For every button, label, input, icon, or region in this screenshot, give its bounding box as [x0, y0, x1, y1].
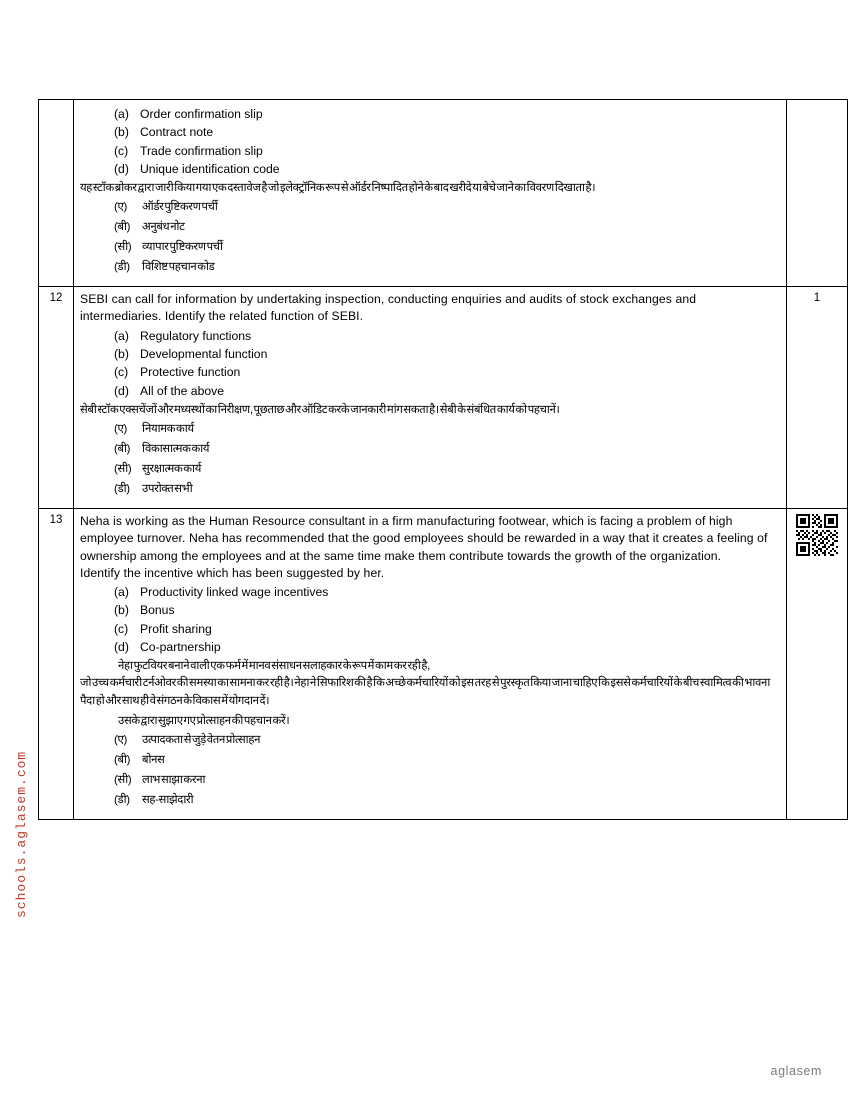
option-text: ऑर्डर पुष्टिकरण पर्ची	[142, 201, 218, 214]
option-text: लाभ साझा करना	[142, 773, 206, 786]
question-number-cell: 12	[39, 287, 74, 509]
option-item	[114, 601, 780, 619]
option-label: (a)	[114, 107, 129, 121]
english-options-list	[80, 105, 780, 178]
option-item	[114, 583, 780, 601]
option-label: (d)	[114, 161, 129, 176]
option-item	[114, 638, 780, 656]
option-label: (डी)	[114, 793, 130, 806]
option-text: सुरक्षात्मक कार्य	[142, 462, 202, 475]
question-body-cell	[74, 100, 787, 287]
marks-cell	[787, 100, 848, 287]
option-item	[114, 460, 780, 480]
hindi-stem: यह स्टॉक ब्रोकर द्वारा जारी किया गया एक दस्तावेज है जो इलेक्ट्रॉनिक रूप से ऑर्डर निष्पादित होने के बाद खरीदे या बेचे जाने का विवरण दिखाता है।	[80, 182, 596, 195]
question-number-cell: 13	[39, 508, 74, 819]
hindi-stem-tertiary: उसके द्वारा सुझाए गए प्रोत्साहन की पहचान करें।	[118, 714, 290, 727]
option-item	[114, 440, 780, 460]
hindi-options-list	[80, 731, 780, 811]
hindi-options-list	[80, 198, 780, 278]
option-item	[114, 238, 780, 258]
option-text: Profit sharing	[140, 621, 212, 636]
option-label: (ए)	[114, 733, 127, 746]
english-stem: SEBI can call for information by undertaking inspection, conducting enquiries and audits of stock exchanges and intermediaries. Identify the related function of SEBI.	[80, 292, 697, 324]
option-label: (सी)	[114, 241, 132, 254]
qr-code-icon	[796, 514, 838, 556]
option-label: (a)	[114, 585, 129, 600]
option-label: (b)	[114, 125, 129, 140]
table-row	[39, 508, 848, 819]
option-text: Unique identification code	[140, 161, 280, 176]
english-stem: Neha is working as the Human Resource consultant in a firm manufacturing footwear, which is facing a problem of high employee turnover. Neha has recommended that the good employees should be rewarded in a way that it creates a feeling of ownership among the employees and at the same time make them contribute towards the growth of the organization.	[80, 513, 768, 563]
option-item	[114, 791, 780, 811]
option-text: Order confirmation slip	[140, 107, 263, 121]
option-item	[114, 620, 780, 638]
questions-table	[38, 99, 848, 820]
option-text: Productivity linked wage incentives	[140, 585, 329, 600]
option-text: Co-partnership	[140, 640, 221, 655]
option-item	[114, 258, 780, 278]
option-item	[114, 382, 780, 400]
option-label: (बी)	[114, 221, 131, 234]
option-label: (c)	[114, 143, 129, 158]
option-text: अनुबंध नोट	[142, 221, 185, 234]
option-text: बोनस	[142, 753, 165, 766]
option-item	[114, 218, 780, 238]
option-text: Protective function	[140, 365, 241, 380]
question-number-cell	[39, 100, 74, 287]
option-label: (बी)	[114, 753, 131, 766]
option-label: (d)	[114, 640, 129, 655]
option-text: Contract note	[140, 125, 214, 140]
english-options-list	[80, 583, 780, 656]
hindi-stem-secondary: जो उच्च कर्मचारी टर्नओवर की समस्या का सामना कर रही है। नेहा ने सिफारिश की है कि अच्छे कर्मचारियों को इस तरह से पुरस्कृत किया जाना चाहिए कि इससे कर्मचारियों के बीच स्वामित्व की भावना पैदा हो और साथ ही वे संगठन के विकास में योगदान दें।	[80, 677, 771, 707]
option-item	[114, 480, 780, 500]
option-text: उत्पादकता से जुड़े वेतन प्रोत्साहन	[142, 733, 261, 746]
option-label: (बी)	[114, 443, 131, 456]
option-text: Trade confirmation slip	[140, 143, 263, 158]
option-text: उपरोक्त सभी	[142, 482, 193, 495]
marks-cell: 1	[787, 287, 848, 509]
hindi-stem: नेहा फुटवियर बनाने वाली एक फर्म में मानव संसाधन सलाहकार के रूप में काम कर रही है,	[118, 660, 430, 673]
hindi-stem: सेबी स्टॉक एक्सचेंजों और मध्यस्थों का निरीक्षण, पूछताछ और ऑडिट करके जानकारी मांग सकता है। सेबी के संबंधित कार्य को पहचानें।	[80, 403, 560, 416]
option-text: All of the above	[140, 383, 225, 398]
option-label: (b)	[114, 347, 129, 362]
option-item	[114, 420, 780, 440]
option-text: Regulatory functions	[140, 328, 252, 343]
english-stem-secondary: Identify the incentive which has been suggested by her.	[80, 565, 385, 580]
hindi-options-list	[80, 420, 780, 500]
option-text: नियामक कार्य	[142, 423, 194, 436]
option-item	[114, 731, 780, 751]
option-label: (b)	[114, 603, 129, 618]
option-item	[114, 123, 780, 141]
option-item	[114, 198, 780, 218]
option-text: विशिष्ट पहचान कोड	[142, 261, 215, 274]
option-label: (a)	[114, 328, 129, 343]
option-text: व्यापार पुष्टिकरण पर्ची	[142, 241, 223, 254]
table-row	[39, 287, 848, 509]
option-text: विकासात्मक कार्य	[142, 443, 210, 456]
table-row	[39, 100, 848, 287]
question-body-cell	[74, 508, 787, 819]
marks-cell	[787, 508, 848, 819]
option-label: (डी)	[114, 261, 130, 274]
option-item	[114, 345, 780, 363]
option-label: (ए)	[114, 201, 127, 214]
footer-watermark: aglasem	[770, 1064, 822, 1078]
option-item	[114, 160, 780, 178]
side-watermark: schools.aglasem.com	[14, 750, 29, 918]
english-options-list	[80, 327, 780, 400]
option-text: Developmental function	[140, 347, 268, 362]
option-label: (सी)	[114, 462, 132, 475]
option-label: (ए)	[114, 423, 127, 436]
option-label: (सी)	[114, 773, 132, 786]
option-item	[114, 327, 780, 345]
option-text: Bonus	[140, 603, 175, 618]
option-text: सह-साझेदारी	[142, 793, 194, 806]
option-item	[114, 751, 780, 771]
option-label: (डी)	[114, 482, 130, 495]
option-label: (c)	[114, 621, 129, 636]
option-label: (d)	[114, 383, 129, 398]
question-body-cell	[74, 287, 787, 509]
option-item	[114, 142, 780, 160]
option-item	[114, 363, 780, 381]
option-item	[114, 105, 780, 123]
option-item	[114, 771, 780, 791]
option-label: (c)	[114, 365, 129, 380]
